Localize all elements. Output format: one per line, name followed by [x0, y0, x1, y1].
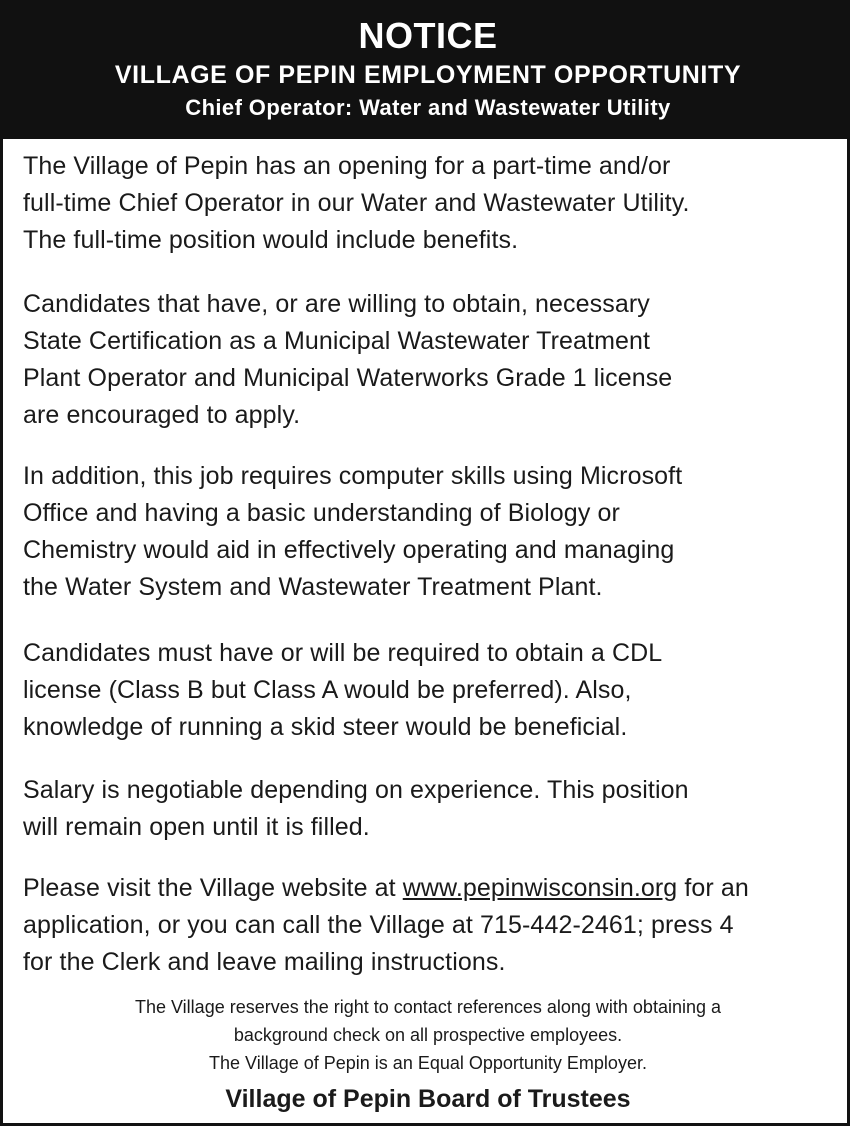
notice-heading: NOTICE — [358, 15, 498, 56]
board-signature: Village of Pepin Board of Trustees — [225, 1085, 631, 1113]
paragraph-certification — [23, 286, 838, 434]
contact-text: for an — [677, 874, 749, 902]
website-link[interactable]: www.pepinwisconsin.org — [402, 874, 678, 902]
paragraph-line: Chemistry would aid in effectively operating and managing — [23, 536, 675, 564]
paragraph-line: full-time Chief Operator in our Water and Wastewater Utility. — [23, 189, 690, 217]
paragraph-line — [23, 870, 838, 907]
paragraph-line: State Certification as a Municipal Wastewater Treatment — [23, 327, 651, 355]
paragraph-skills — [23, 458, 838, 606]
paragraph-line: Plant Operator and Municipal Waterworks Grade 1 license — [23, 364, 673, 392]
footer-disclaimer — [3, 993, 850, 1077]
paragraph-line: for the Clerk and leave mailing instructions. — [23, 948, 506, 976]
employment-title: VILLAGE OF PEPIN EMPLOYMENT OPPORTUNITY — [114, 61, 742, 89]
paragraph-line: Candidates that have, or are willing to obtain, necessary — [23, 290, 650, 318]
paragraph-salary — [23, 772, 838, 846]
paragraph-line: Candidates must have or will be required to obtain a CDL — [23, 639, 663, 667]
paragraph-line: In addition, this job requires computer skills using Microsoft — [23, 462, 683, 490]
paragraph-line: are encouraged to apply. — [23, 401, 301, 429]
footer-line: The Village reserves the right to contact references along with obtaining a — [134, 997, 721, 1017]
paragraph-line: application, or you can call the Village at 715-442-2461; press 4 — [23, 911, 734, 939]
paragraph-line: will remain open until it is filled. — [23, 813, 370, 841]
paragraph-license — [23, 635, 838, 746]
paragraph-line: The Village of Pepin has an opening for a part-time and/or — [23, 152, 671, 180]
paragraph-line: The full-time position would include benefits. — [23, 226, 519, 254]
paragraph-line: license (Class B but Class A would be preferred). Also, — [23, 676, 632, 704]
paragraph-line: Office and having a basic understanding of Biology or — [23, 499, 620, 527]
contact-text: Please visit the Village website at — [23, 874, 403, 902]
paragraph-line: knowledge of running a skid steer would be beneficial. — [23, 713, 628, 741]
paragraph-opening — [23, 148, 838, 259]
notice-header — [3, 3, 850, 139]
paragraph-line: Salary is negotiable depending on experience. This position — [23, 776, 689, 804]
paragraph-contact — [23, 870, 838, 981]
footer-line: background check on all prospective employees. — [233, 1025, 623, 1045]
position-subtitle: Chief Operator: Water and Wastewater Utility — [185, 95, 671, 120]
footer-line: The Village of Pepin is an Equal Opportunity Employer. — [209, 1053, 647, 1073]
paragraph-line: the Water System and Wastewater Treatment Plant. — [23, 573, 603, 601]
